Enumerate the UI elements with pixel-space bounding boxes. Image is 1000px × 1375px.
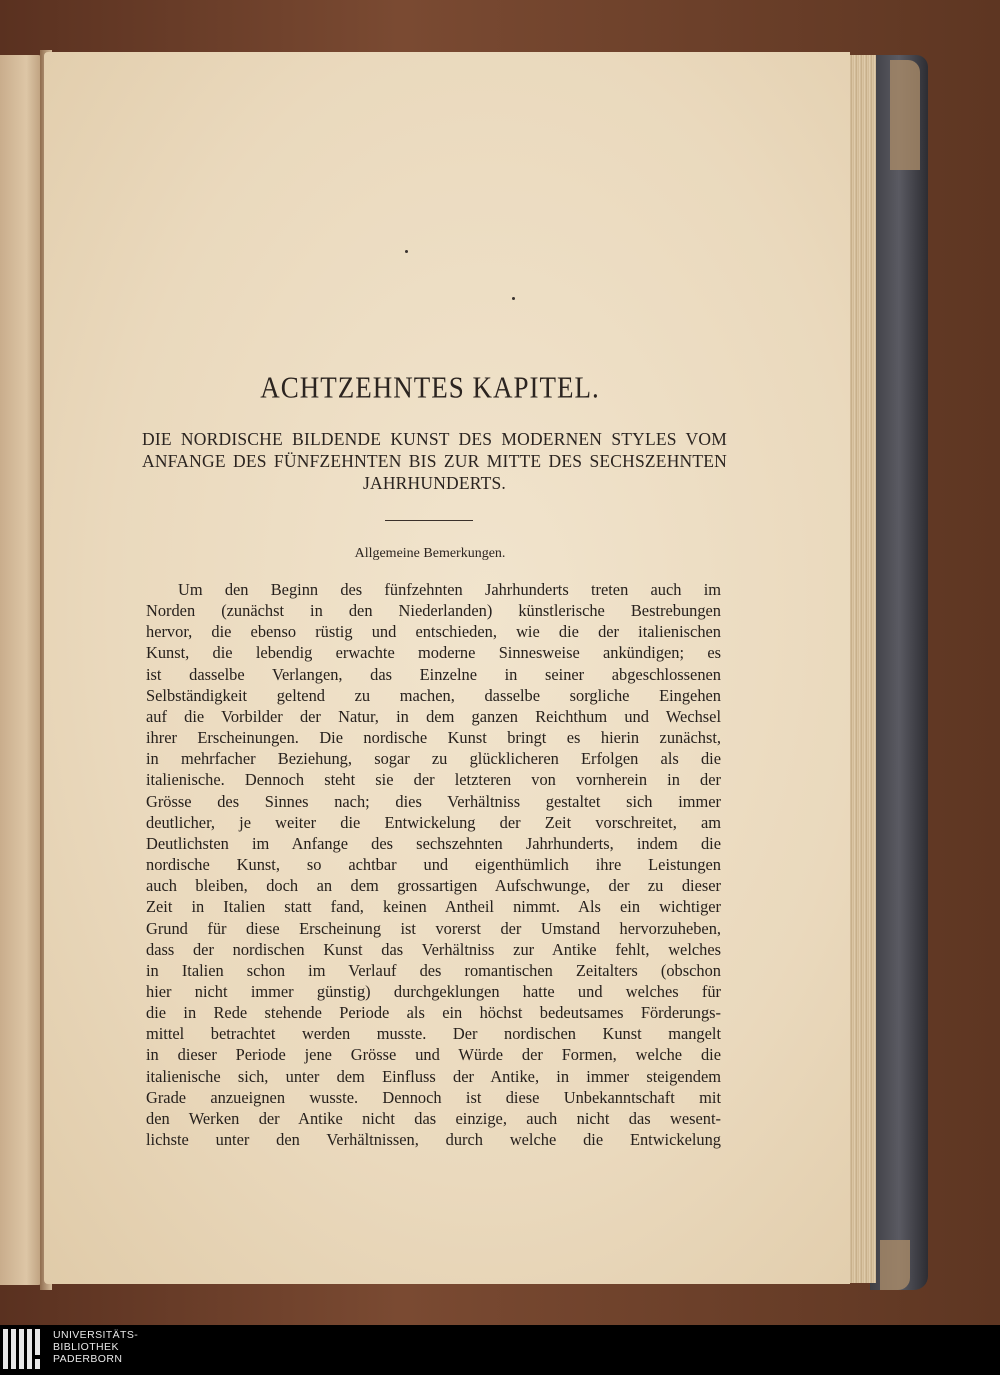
body-line: auch bleiben, doch an dem grossartigen Aufschwunge, der zu dieser bbox=[146, 876, 721, 896]
body-line: in Italien schon im Verlauf des romantischen Zeitalters (obschon bbox=[146, 960, 721, 980]
body-line: nordische Kunst, so achtbar und eigenthümlich ihre Leistungen bbox=[146, 855, 721, 875]
body-line: Um den Beginn des fünfzehnten Jahrhunderts treten auch im bbox=[178, 580, 721, 599]
binding-corner-bottom bbox=[880, 1240, 910, 1290]
book-binding bbox=[870, 55, 928, 1290]
logo-line: PADERBORN bbox=[53, 1353, 123, 1365]
body-line: hervor, die ebenso rüstig und entschieden, wie die der italienischen bbox=[146, 622, 721, 642]
library-logo-text bbox=[53, 1329, 138, 1365]
body-line: Selbständigkeit geltend zu machen, dasselbe sorgliche Eingehen bbox=[146, 685, 721, 705]
body-line: hier nicht immer günstig) durchgeklungen hatte und welches für bbox=[146, 981, 721, 1001]
body-line: dass der nordischen Kunst das Verhältniss zur Antike fehlt, welches bbox=[146, 939, 721, 959]
body-line: Norden (zunächst in den Niederlanden) künstlerische Bestrebungen bbox=[146, 601, 721, 621]
library-logo-icon bbox=[2, 1327, 48, 1373]
footer-bar bbox=[0, 1325, 1000, 1375]
body-line: italienische sich, unter dem Einfluss der Antike, in immer steigendem bbox=[146, 1066, 721, 1086]
body-text bbox=[146, 579, 721, 1150]
logo-line: BIBLIOTHEK bbox=[53, 1341, 119, 1353]
body-line: Kunst, die lebendig erwachte moderne Sinnesweise ankündigen; es bbox=[146, 643, 721, 663]
ink-speck bbox=[512, 297, 515, 300]
body-line: Grade anzueignen wusste. Dennoch ist diese Unbekanntschaft mit bbox=[146, 1087, 721, 1107]
chapter-title: ACHTZEHNTES KAPITEL. bbox=[260, 369, 600, 405]
body-line: deutlicher, je weiter die Entwickelung der Zeit vorschreitet, am bbox=[146, 812, 721, 832]
body-line: ist dasselbe Verlangen, das Einzelne in seiner abgeschlossenen bbox=[146, 664, 721, 684]
body-line: in dieser Periode jene Grösse und Würde der Formen, welche die bbox=[146, 1045, 721, 1065]
subtitle-line: DIE NORDISCHE BILDENDE KUNST DES MODERNEN STYLES VOM bbox=[142, 429, 727, 449]
left-page-edge bbox=[0, 55, 44, 1285]
body-line: Deutlichsten im Anfange des sechszehnten Jahrhunderts, indem die bbox=[146, 833, 721, 853]
ink-speck bbox=[405, 250, 408, 253]
logo-line: UNIVERSITÄTS- bbox=[53, 1329, 139, 1341]
binding-corner-top bbox=[890, 60, 920, 170]
body-line: Zeit in Italien statt fand, keinen Antheil nimmt. Als ein wichtiger bbox=[146, 897, 721, 917]
body-line: den Werken der Antike nicht das einzige, auch nicht das wesent- bbox=[146, 1108, 721, 1128]
body-line: die in Rede stehende Periode als ein höchst bedeutsames Förderungs- bbox=[146, 1003, 721, 1023]
body-line: lichste unter den Verhältnissen, durch welche die Entwickelung bbox=[146, 1130, 721, 1150]
body-line: mittel betrachtet werden musste. Der nordischen Kunst mangelt bbox=[146, 1024, 721, 1044]
subtitle-line: ANFANGE DES FÜNFZEHNTEN BIS ZUR MITTE DES SECHSZEHNTEN bbox=[142, 451, 727, 471]
chapter-subtitle bbox=[142, 428, 727, 494]
section-heading: Allgemeine Bemerkungen. bbox=[354, 546, 506, 561]
section-divider bbox=[385, 520, 473, 521]
subtitle-line: JAHRHUNDERTS. bbox=[362, 473, 507, 493]
body-line: ihrer Erscheinungen. Die nordische Kunst bringt es hierin zunächst, bbox=[146, 728, 721, 748]
body-line: in mehrfacher Beziehung, sogar zu glücklicheren Erfolgen als die bbox=[146, 749, 721, 769]
page-edges bbox=[848, 55, 876, 1283]
body-line: Grund für diese Erscheinung ist vorerst der Umstand hervorzuheben, bbox=[146, 918, 721, 938]
body-line: Grösse des Sinnes nach; dies Verhältniss gestaltet sich immer bbox=[146, 791, 721, 811]
body-line: italienische. Dennoch steht sie der letzteren von vornherein in der bbox=[146, 770, 721, 790]
body-line: auf die Vorbilder der Natur, in dem ganzen Reichthum und Wechsel bbox=[146, 706, 721, 726]
